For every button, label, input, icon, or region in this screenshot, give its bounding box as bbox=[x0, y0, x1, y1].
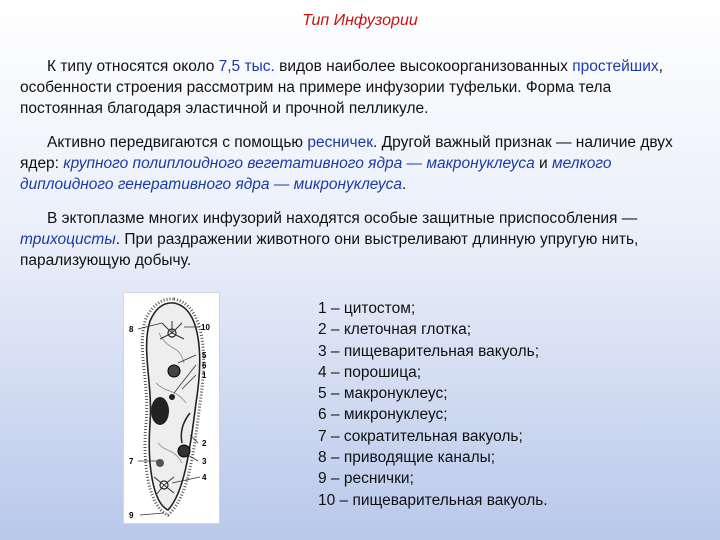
text: . Другой важный признак — наличие двух ядер: bbox=[20, 134, 673, 172]
legend-item: 3 – пищеварительная вакуоль; bbox=[318, 342, 539, 360]
label-4: 4 bbox=[202, 473, 207, 482]
food-vacuole bbox=[168, 365, 180, 377]
label-7: 7 bbox=[129, 457, 134, 466]
macronucleus bbox=[151, 397, 169, 425]
legend-item: 8 – приводящие каналы; bbox=[318, 449, 496, 467]
highlight-cilia: ресничек bbox=[307, 134, 374, 151]
paragraph-trichocysts bbox=[20, 208, 695, 271]
label-1: 1 bbox=[202, 371, 207, 380]
legend-item: 7 – сократительная вакуоль; bbox=[318, 427, 523, 445]
text: . При раздражении животного они выстреливают длинную упругую нить, парализующую добычу. bbox=[20, 231, 639, 269]
text: видов наиболее высокоорганизованных bbox=[274, 58, 573, 75]
highlight-macronucleus: крупного полиплоидного вегетативного ядра — макронуклеуса bbox=[63, 155, 535, 172]
text: Активно передвигаются с помощью bbox=[47, 134, 308, 151]
legend-item: 9 – реснички; bbox=[318, 470, 414, 488]
legend-item: 4 – порошица; bbox=[318, 363, 422, 381]
label-10: 10 bbox=[201, 323, 210, 332]
paramecium-diagram bbox=[123, 292, 220, 524]
highlight-micronucleus: мелкого диплоидного генеративного ядра — микронуклеуса bbox=[20, 155, 612, 193]
text: . bbox=[402, 176, 407, 193]
label-9: 9 bbox=[129, 511, 134, 520]
diagram-legend bbox=[318, 298, 548, 511]
text: В эктоплазме многих инфузорий находятся особые защитные приспособления — bbox=[47, 210, 638, 227]
legend-item: 6 – микронуклеус; bbox=[318, 406, 448, 424]
food-vacuole bbox=[156, 459, 164, 467]
highlight-protists: простейших bbox=[572, 58, 659, 75]
label-6: 6 bbox=[202, 361, 207, 370]
text: К типу относятся около bbox=[47, 58, 219, 75]
paramecium-drawing bbox=[124, 293, 219, 523]
legend-item: 2 – клеточная глотка; bbox=[318, 321, 472, 339]
label-8: 8 bbox=[129, 325, 134, 334]
label-2: 2 bbox=[202, 439, 207, 448]
highlight-trichocysts: трихоцисты bbox=[20, 231, 116, 248]
text: , особенности строения рассмотрим на примере инфузории туфельки. Форма тела постоянная благодаря эластичной и прочной пелликуле. bbox=[20, 58, 663, 117]
legend-item: 1 – цитостом; bbox=[318, 300, 416, 317]
paragraph-classification bbox=[20, 56, 695, 119]
paragraph-movement-nuclei bbox=[20, 132, 695, 195]
slide-title: Тип Инфузории bbox=[302, 12, 418, 29]
legend-item: 5 – макронуклеус; bbox=[318, 385, 448, 403]
label-3: 3 bbox=[202, 457, 207, 466]
label-5: 5 bbox=[202, 351, 207, 360]
micronucleus bbox=[169, 394, 175, 400]
highlight-species-count: 7,5 тыс. bbox=[218, 58, 275, 75]
text: и bbox=[534, 155, 553, 172]
legend-item: 10 – пищеварительная вакуоль. bbox=[318, 491, 548, 509]
